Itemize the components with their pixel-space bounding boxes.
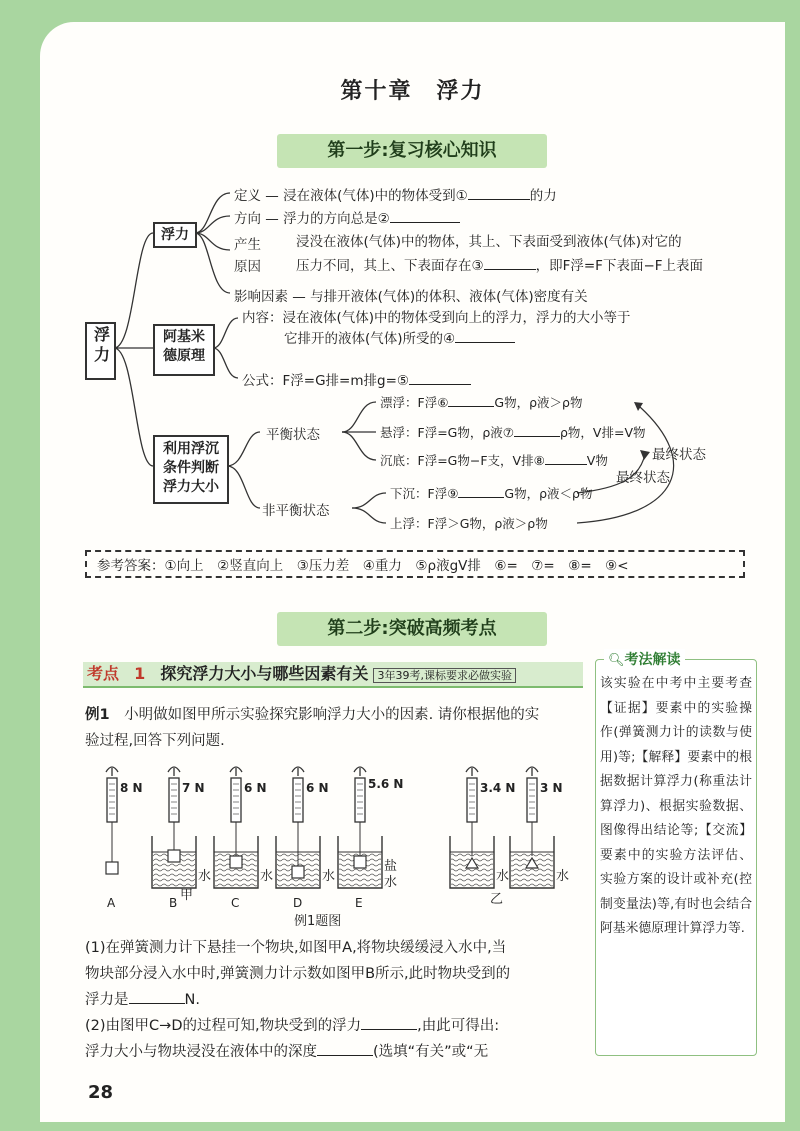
blank-3: [484, 269, 536, 270]
ajm-content: [242, 308, 631, 350]
blank-8: [545, 464, 587, 465]
scale-reading-2: 6 N: [244, 781, 267, 795]
xiachen-a: 下沉：F浮⑨: [390, 486, 459, 501]
block-3: [292, 866, 304, 878]
factor-row: [234, 285, 588, 305]
page-number: 28: [88, 1082, 114, 1103]
blank-6: [448, 406, 494, 407]
blank-q2a: [361, 1029, 417, 1030]
group-yi: 乙: [490, 892, 504, 907]
scale-reading-5: 3.4 N: [480, 781, 516, 795]
block-4: [354, 856, 366, 868]
blank-4: [455, 342, 515, 343]
ajm-content-2-row: [242, 329, 631, 350]
q1-line3: [85, 987, 590, 1013]
letter-4: E: [355, 896, 363, 910]
liquid-label-salt-2: 水: [384, 875, 398, 890]
side-title-wrap: [604, 649, 685, 669]
xiachen-b: G物，ρ液＜ρ物: [504, 486, 593, 501]
side-title: 考法解读: [624, 652, 681, 668]
spring-scale-body-0: [107, 778, 117, 822]
blank-7: [514, 436, 560, 437]
spring-scale-hook-6: [526, 767, 538, 776]
node-archimedes: [153, 324, 215, 376]
q1-line1: (1)在弹簧测力计下悬挂一个物块,如图甲A,将物块缓缓浸入水中,当: [85, 940, 507, 956]
xuanfu-b: ρ物，V排=V物: [560, 425, 646, 440]
node-archimedes-line2: 德原理: [163, 348, 205, 364]
shangfu-row: 上浮：F浮＞G物，ρ液＞ρ物: [390, 516, 548, 531]
q2-line2: [85, 1039, 590, 1065]
nonbalance-label: 非平衡状态: [262, 503, 330, 519]
spring-scale-body-2: [231, 778, 241, 822]
scale-reading-4: 5.6 N: [368, 777, 404, 791]
liquid-label-5: 水: [496, 869, 510, 884]
def-text-a: — 浸在液体(气体)中的物体受到①: [265, 188, 468, 204]
node-sink-float-line1: 利用浮沉: [163, 441, 219, 457]
factor-text: — 与排开液体(气体)的体积、液体(气体)密度有关: [292, 289, 588, 305]
chendi-row: [380, 451, 608, 469]
letter-0: A: [107, 896, 116, 910]
scale-reading-6: 3 N: [540, 781, 563, 795]
node-archimedes-line1: 阿基米: [163, 329, 205, 345]
spring-scale-body-6: [527, 778, 537, 822]
kaodian-title: 探究浮力大小与哪些因素有关: [160, 664, 369, 683]
q2-line1a: (2)由图甲C→D的过程可知,物块受到的浮力: [85, 1018, 362, 1034]
q2-line2a: 浮力大小与物块浸没在液体中的深度: [85, 1044, 317, 1060]
example-intro-2: 验过程,回答下列问题.: [85, 733, 225, 749]
node-sink-float: [153, 435, 229, 504]
example-intro-1: 小明做如图甲所示实验探究影响浮力大小的因素. 请你根据他的实: [124, 707, 540, 723]
blank-2: [390, 222, 460, 223]
ajm-content-2: 它排开的液体(气体)所受的④: [284, 331, 456, 347]
dir-text: — 浮力的方向总是②: [265, 211, 390, 227]
ajm-formula-row: [242, 369, 471, 389]
group-jia: 甲: [180, 888, 194, 903]
def-row: [234, 184, 557, 204]
liquid-label-2: 水: [260, 869, 274, 884]
final-state-1: 最终状态: [652, 447, 706, 463]
spring-scale-body-4: [355, 778, 365, 822]
xiachen-row: [390, 484, 592, 502]
balance-label: 平衡状态: [266, 427, 320, 443]
spring-scale-hook-0: [106, 767, 118, 776]
spring-scale-hook-3: [292, 767, 304, 776]
node-fuli: 浮力: [153, 222, 197, 248]
chendi-b: V物: [586, 453, 608, 468]
q1-line3a: 浮力是: [85, 992, 129, 1008]
q2-line1b: ,由此可得出:: [417, 1018, 500, 1034]
q1-line2: 物块部分浸入水中时,弹簧测力计示数如图甲B所示,此时物块受到的: [85, 966, 511, 982]
scale-reading-0: 8 N: [120, 781, 143, 795]
chapter-title: 第十章 浮力: [340, 79, 485, 104]
dir-label: 方向: [234, 211, 261, 227]
liquid-label-1: 水: [198, 869, 212, 884]
node-sink-float-line2: 条件判断: [163, 460, 219, 476]
figure-caption: 例1题图: [294, 914, 342, 929]
step2-banner: 第二步:突破高频考点: [277, 612, 547, 646]
spring-scale-hook-1: [168, 767, 180, 776]
final-state-2: 最终状态: [616, 470, 670, 486]
kaodian-tag: 考点: [87, 664, 120, 683]
spring-scale-body-5: [467, 778, 477, 822]
blank-5: [409, 384, 471, 385]
gen-label: [234, 234, 261, 278]
xuanfu-a: 悬浮：F浮=G物，ρ液⑦: [380, 425, 514, 440]
block-0: [106, 862, 118, 874]
example-intro: [85, 702, 585, 754]
node-root-text: 浮力: [91, 326, 111, 366]
questions: [85, 935, 590, 1065]
liquid-label-3: 水: [322, 869, 336, 884]
arrowhead-1: [634, 402, 643, 411]
scale-reading-3: 6 N: [306, 781, 329, 795]
answer-text: 参考答案：①向上 ②竖直向上 ③压力差 ④重力 ⑤ρ液gV排 ⑥= ⑦= ⑧= ⑨<: [97, 558, 629, 574]
example-label: 例1: [85, 707, 110, 723]
spring-scale-hook-2: [230, 767, 242, 776]
xuanfu-row: [380, 423, 646, 441]
gen-text-1: 浸没在液体(气体)中的物体，其上、下表面受到液体(气体)对它的: [296, 234, 682, 250]
answer-box: [85, 550, 745, 578]
gen-label-2: 原因: [234, 259, 261, 275]
piaofu-a: 漂浮：F浮⑥: [380, 395, 449, 410]
node-root: [85, 322, 116, 380]
ajm-formula: 公式：F浮=G排=m排g=⑤: [242, 373, 409, 389]
gen-text-2: [296, 254, 703, 278]
def-text-b: 的力: [529, 188, 557, 204]
magnifier-icon: 🔍︎: [608, 653, 625, 668]
ajm-content-1: 内容：浸在液体(气体)中的物体受到向上的浮力，浮力的大小等于: [242, 310, 631, 326]
liquid-label-6: 水: [556, 869, 570, 884]
q2-line2b: (选填“有关”或“无: [373, 1044, 489, 1060]
spring-scale-body-3: [293, 778, 303, 822]
arrowhead-2: [640, 450, 650, 460]
kaodian-source: 3年39考,课标要求必做实验: [373, 668, 516, 683]
letter-1: B: [169, 896, 178, 910]
gen-text-2a: 压力不同，其上、下表面存在③: [296, 258, 484, 274]
exam-analysis-box: [595, 652, 757, 1056]
step1-banner: 第一步:复习核心知识: [277, 134, 547, 168]
q2-line1: [85, 1013, 590, 1039]
def-label: 定义: [234, 188, 261, 204]
scale-reading-1: 7 N: [182, 781, 205, 795]
experiment-figure: [90, 762, 585, 934]
node-sink-float-line3: 浮力大小: [163, 479, 219, 495]
gen-text-2b: ，即F浮=F下表面−F上表面: [535, 258, 704, 274]
block-2: [230, 856, 242, 868]
gen-text: [296, 230, 703, 278]
gen-label-1: 产生: [234, 237, 261, 253]
dir-row: [234, 207, 460, 227]
kaodian-bar: [83, 662, 583, 688]
piaofu-row: [380, 393, 582, 411]
q1-line3b: N.: [184, 992, 200, 1008]
spring-scale-body-1: [169, 778, 179, 822]
textbook-page: [40, 22, 785, 1122]
blank-9: [458, 497, 504, 498]
spring-scale-hook-4: [354, 767, 366, 776]
factor-label: 影响因素: [234, 289, 288, 305]
block-1: [168, 850, 180, 862]
spring-scale-hook-5: [466, 767, 478, 776]
chendi-a: 沉底：F浮=G物−F支，V排⑧: [380, 453, 545, 468]
blank-q1: [129, 1003, 185, 1004]
liquid-label-salt-1: 盐: [384, 859, 398, 874]
kaodian-num: 1: [134, 664, 146, 683]
letter-3: D: [293, 896, 303, 910]
blank-1: [468, 199, 530, 200]
letter-2: C: [231, 896, 240, 910]
piaofu-b: G物，ρ液＞ρ物: [494, 395, 583, 410]
side-text: 该实验在中考中主要考查【证据】要素中的实验操作(弹簧测力计的读数与使用)等;【解释】要素中的根据数据计算浮力(称重法计算浮力)、根据实验数据、图像得出结论等;【交流】要素中的实验方法评估、实验方案的设计或补充(控制变量法)等,有时也会结合阿基米德原理计算浮力等.: [600, 676, 752, 936]
blank-q2b: [317, 1055, 373, 1056]
